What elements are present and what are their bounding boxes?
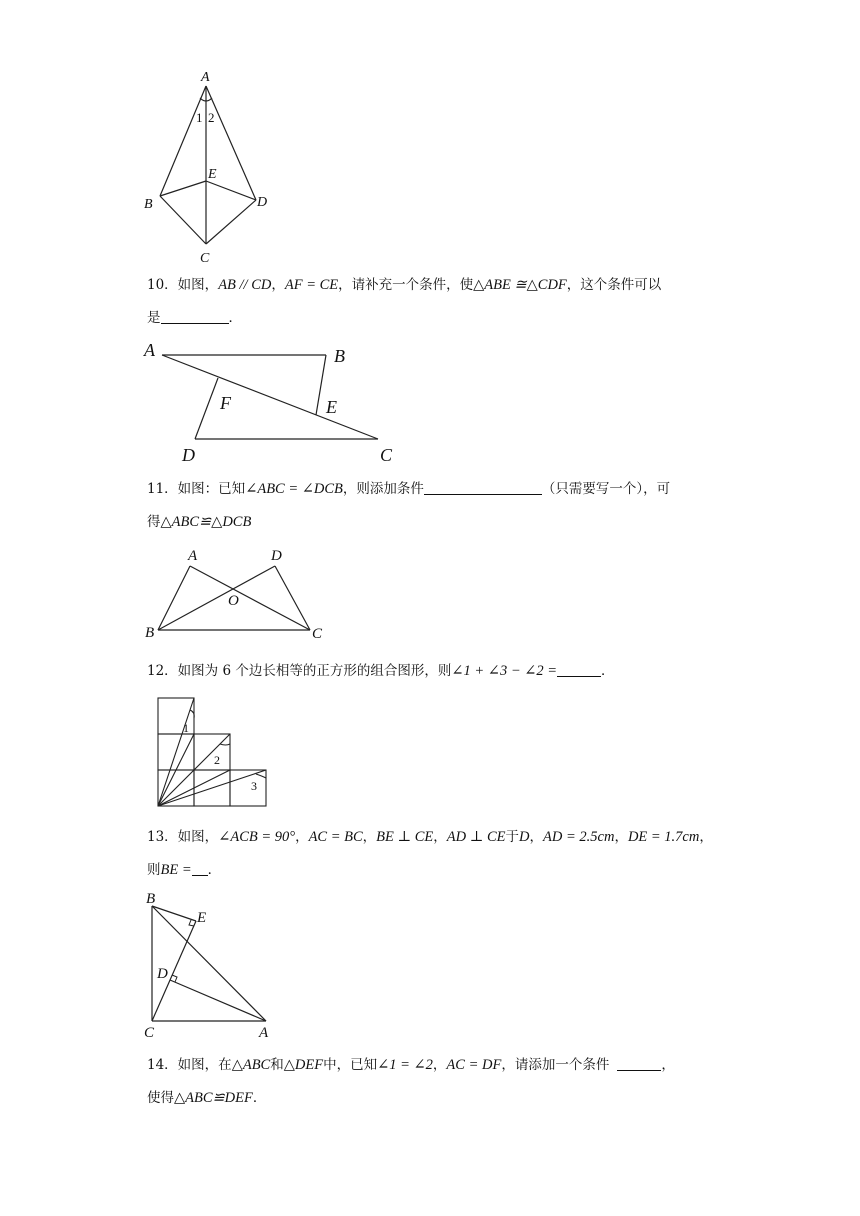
label-2: 2: [214, 753, 220, 767]
label-A: A: [144, 340, 155, 360]
figure-q11: [140, 540, 340, 644]
answer-blank[interactable]: [424, 480, 542, 495]
label-C: C: [380, 445, 393, 465]
label-D: D: [257, 195, 268, 210]
question-11-line-2: 得△ABC≌△DCB: [147, 514, 252, 530]
figure-kite: [140, 68, 280, 268]
label-3: 3: [251, 779, 257, 793]
label-C: C: [200, 251, 210, 266]
question-10: [147, 270, 727, 333]
label-E: E: [326, 397, 337, 417]
label-2: 2: [208, 110, 215, 125]
answer-blank[interactable]: [557, 662, 601, 677]
label-E: E: [197, 910, 207, 926]
label-E: E: [208, 167, 217, 182]
label-1: 1: [183, 721, 189, 735]
label-C: C: [144, 1025, 155, 1040]
label-B: B: [145, 625, 155, 641]
label-D: D: [182, 445, 195, 465]
question-14-line-1: 14．如图，在△ABC和△DEF中，已知∠1 = ∠2，AC = DF，请添加一个条件 ，: [147, 1057, 675, 1073]
figure-q10: [140, 336, 410, 466]
label-B: B: [144, 197, 153, 212]
label-F: F: [220, 393, 231, 413]
question-14: [147, 1050, 727, 1113]
answer-blank[interactable]: [192, 861, 208, 876]
question-12: 12．如图为 6 个边长相等的正方形的组合图形，则∠1 + ∠3 − ∠2 = ．: [147, 663, 615, 679]
answer-blank[interactable]: [617, 1056, 661, 1071]
question-13-line-2: 则BE = ．: [147, 862, 222, 878]
label-B: B: [146, 891, 156, 907]
answer-blank[interactable]: [161, 309, 229, 324]
question-13-line-1: 13．如图，∠ACB = 90°，AC = BC，BE ⊥ CE，AD ⊥ CE于D，AD = 2.5cm，DE = 1.7cm，: [147, 829, 713, 845]
question-10-line-2: 是 ．: [147, 310, 242, 326]
label-D: D: [271, 548, 282, 564]
label-C: C: [312, 626, 323, 642]
label-A: A: [188, 548, 198, 564]
label-B: B: [334, 346, 345, 366]
question-14-line-2: 使得△ABC≌DEF．: [147, 1090, 267, 1106]
figure-q12: [150, 692, 280, 812]
label-O: O: [228, 593, 239, 609]
label-1: 1: [196, 110, 203, 125]
figure-q13: [140, 888, 290, 1040]
question-13: [147, 822, 727, 885]
question-11-line-1: 11．如图：已知∠ABC = ∠DCB，则添加条件 （只需要写一个），可: [147, 481, 671, 497]
label-D: D: [157, 966, 168, 982]
label-A: A: [201, 70, 210, 85]
question-10-line-1: 10．如图，AB // CD，AF = CE，请补充一个条件，使△ABE ≅△CDF，这个条件可以: [147, 277, 662, 293]
label-A: A: [259, 1025, 269, 1040]
question-11: [147, 474, 727, 537]
